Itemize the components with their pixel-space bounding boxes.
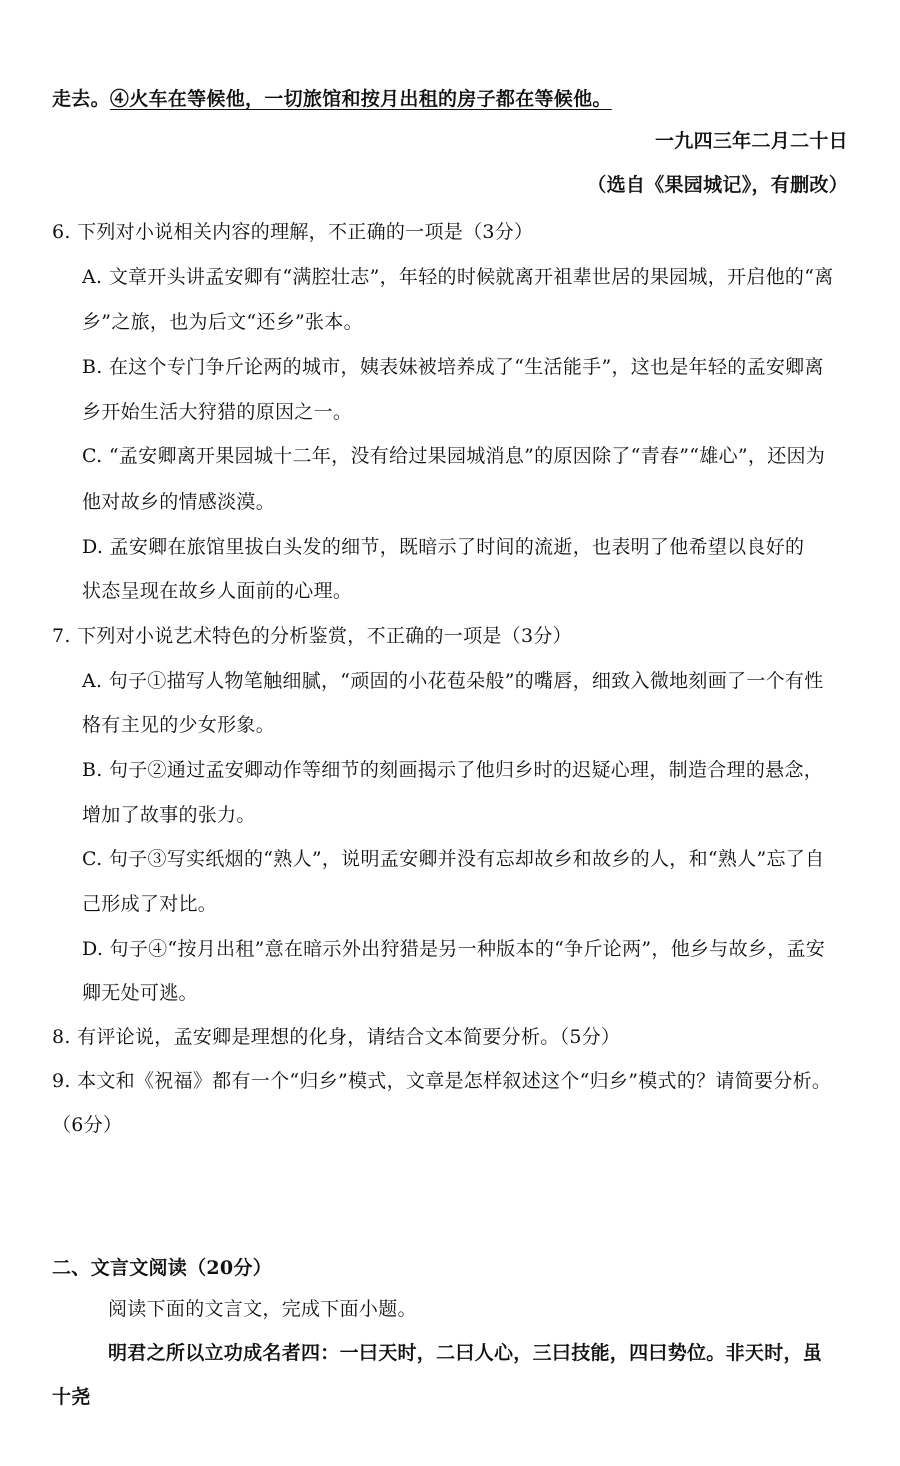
q6-option-a-line1: A. 文章开头讲孟安卿有“满腔壮志”，年轻的时候就离开祖辈世居的果园城，开启他的“离 (82, 266, 834, 288)
q7-option-c-line1: C. 句子③写实纸烟的“熟人”，说明孟安卿并没有忘却故乡和故乡的人，和“熟人”忘了自 (82, 848, 825, 870)
classical-text-line2: 十尧 (52, 1386, 91, 1408)
q7-option-c-line2: 己形成了对比。 (82, 893, 218, 915)
q6-option-c-line2: 他对故乡的情感淡漠。 (82, 491, 276, 513)
passage-ending-line (52, 86, 612, 112)
passage-source: （选自《果园城记》，有删改） (587, 174, 848, 196)
question-9-score: （6分） (52, 1114, 123, 1136)
question-6-stem: 6. 下列对小说相关内容的理解，不正确的一项是（3分） (52, 221, 534, 243)
question-9-stem: 9. 本文和《祝福》都有一个“归乡”模式，文章是怎样叙述这个“归乡”模式的？请简要分析。 (52, 1070, 832, 1092)
underlined-sentence-4: ④火车在等候他，一切旅馆和按月出租的房子都在等候他。 (109, 88, 612, 110)
q6-option-a-line2: 乡”之旅，也为后文“还乡”张本。 (82, 311, 363, 333)
section-2-heading: 二、文言文阅读（20分） (52, 1257, 273, 1279)
passage-date: 一九四三年二月二十日 (654, 130, 848, 152)
q6-option-b-line1: B. 在这个专门争斤论两的城市，姨表妹被培养成了“生活能手”，这也是年轻的孟安卿离 (82, 356, 824, 378)
q7-option-d-line1: D. 句子④“按月出租”意在暗示外出狩猎是另一种版本的“争斤论两”，他乡与故乡，孟安 (82, 938, 826, 960)
question-8-stem: 8. 有评论说，孟安卿是理想的化身，请结合文本简要分析。（5分） (52, 1026, 621, 1048)
classical-text-line1: 明君之所以立功成名者四：一曰天时，二曰人心，三曰技能，四曰势位。非天时，虽 (108, 1342, 823, 1364)
q6-option-d-line2: 状态呈现在故乡人面前的心理。 (82, 580, 353, 602)
q7-option-b-line1: B. 句子②通过孟安卿动作等细节的刻画揭示了他归乡时的迟疑心理，制造合理的悬念， (82, 759, 824, 781)
section-2-instruction: 阅读下面的文言文，完成下面小题。 (108, 1298, 417, 1320)
q6-option-d-line1: D. 孟安卿在旅馆里拔白头发的细节，既暗示了时间的流逝，也表明了他希望以良好的 (82, 536, 805, 558)
q7-option-d-line2: 卿无处可逃。 (82, 982, 198, 1004)
q7-option-a-line1: A. 句子①描写人物笔触细腻，“顽固的小花苞朵般”的嘴唇，细致入微地刻画了一个有性 (82, 670, 824, 692)
question-7-stem: 7. 下列对小说艺术特色的分析鉴赏，不正确的一项是（3分） (52, 625, 572, 647)
q6-option-b-line2: 乡开始生活大狩猎的原因之一。 (82, 401, 353, 423)
q6-option-c-line1: C. “孟安卿离开果园城十二年，没有给过果园城消息”的原因除了“青春”“雄心”，还因为 (82, 445, 826, 467)
q7-option-a-line2: 格有主见的少女形象。 (82, 714, 276, 736)
passage-line-prefix: 走去。 (52, 88, 110, 110)
q7-option-b-line2: 增加了故事的张力。 (82, 804, 256, 826)
